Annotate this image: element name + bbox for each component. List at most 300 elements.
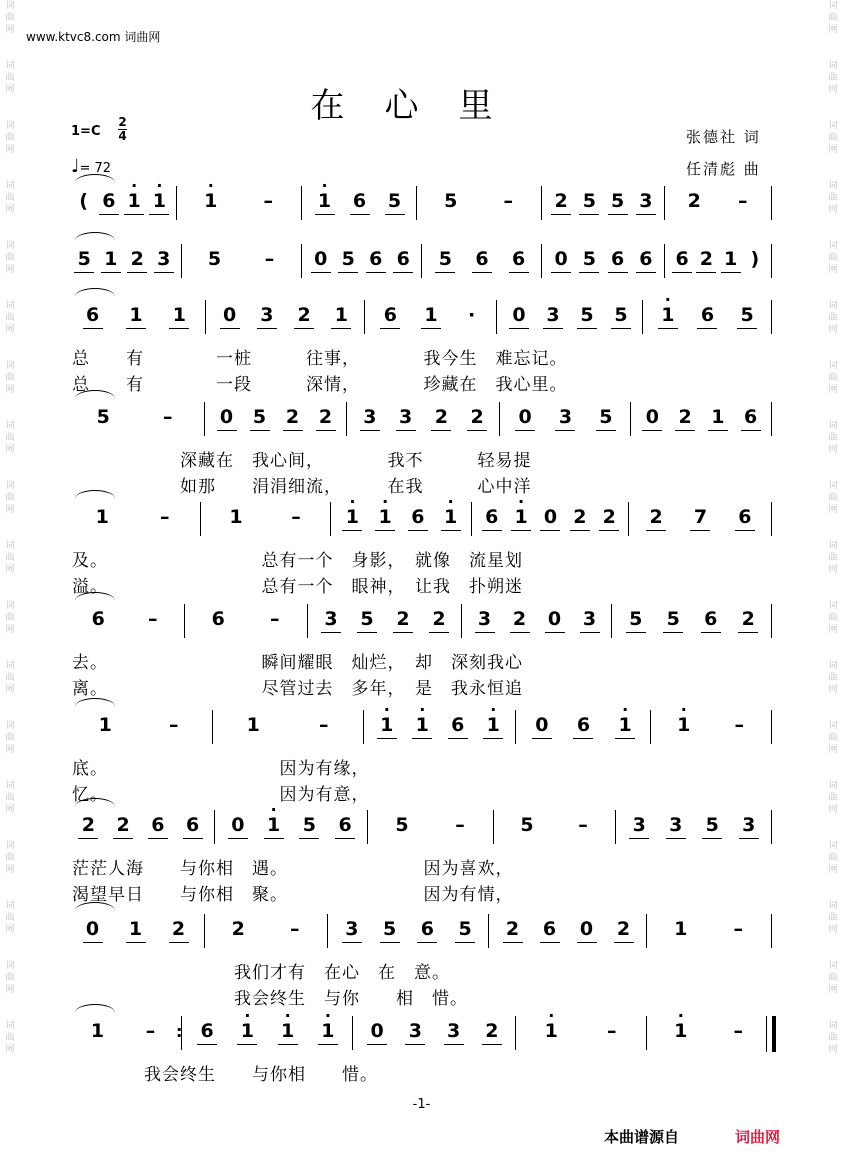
measure (521, 1020, 642, 1042)
dash-note: – (734, 714, 744, 736)
barline (664, 244, 665, 278)
watermark-char: 词 (5, 721, 15, 731)
score-row (0, 914, 843, 1024)
dash-note: – (607, 1020, 617, 1042)
measure (521, 714, 646, 736)
measure (71, 714, 208, 736)
watermark-char: 曲 (828, 1033, 838, 1043)
note: 1 (168, 304, 190, 326)
note: 2 (282, 406, 304, 428)
lyric-line: 如那 涓涓细流， 在我 心中洋 (72, 477, 532, 497)
watermark-char: 词 (828, 361, 838, 371)
watermark-char: 网 (828, 985, 838, 995)
note: 2 (509, 608, 531, 630)
note: 2 (550, 190, 572, 212)
watermark-char: 曲 (828, 73, 838, 83)
watermark-char: 网 (828, 865, 838, 875)
watermark-char: 词 (828, 841, 838, 851)
measure (499, 814, 611, 836)
watermark-char: 词 (828, 1, 838, 11)
score-row (0, 604, 843, 714)
note: 3 (554, 406, 576, 428)
measure (369, 714, 511, 736)
note: 0 (544, 608, 566, 630)
note: 1 (420, 304, 442, 326)
note: 2 (695, 248, 717, 270)
watermark-char: 网 (5, 925, 15, 935)
watermark-char: 曲 (5, 193, 15, 203)
note: 5 (625, 608, 647, 630)
note: 5 (298, 814, 320, 836)
watermark-char: 网 (828, 385, 838, 395)
barline (771, 300, 772, 334)
watermark-char: 网 (828, 25, 838, 35)
barline (200, 502, 201, 536)
watermark-char: 曲 (5, 913, 15, 923)
note: 6 (407, 506, 429, 528)
barline (771, 604, 772, 638)
barline (650, 710, 651, 744)
barline (615, 810, 616, 844)
measure (71, 190, 172, 212)
barline (515, 710, 516, 744)
final-barline (766, 1016, 776, 1052)
note: 5 (73, 248, 95, 270)
note: 5 (520, 814, 534, 836)
site-header[interactable]: www.ktvc8.com 词曲网 (26, 30, 161, 44)
note: 2 (569, 506, 591, 528)
watermark-char: 词 (828, 601, 838, 611)
measure (71, 506, 196, 528)
watermark-char: 曲 (5, 133, 15, 143)
note: 3 (443, 1020, 465, 1042)
note: · 1 (673, 714, 695, 736)
barline (176, 186, 177, 220)
slur-mark (75, 390, 115, 407)
note: 5 (207, 248, 222, 270)
watermark-char: 词 (5, 421, 15, 431)
note: · 1 (510, 506, 532, 528)
watermark-char: 词 (828, 541, 838, 551)
score-row (0, 710, 843, 820)
note: 6 (416, 918, 438, 940)
lyric-line: 深藏在 我心间， 我不 轻易提 (72, 451, 532, 471)
note: 5 (249, 406, 271, 428)
watermark-char: 网 (5, 265, 15, 275)
barline (493, 810, 494, 844)
watermark-char: 曲 (828, 853, 838, 863)
dash-note: – (270, 608, 280, 630)
slur-mark (75, 174, 115, 191)
watermark-char: 词 (828, 241, 838, 251)
note: 5 (662, 608, 684, 630)
measure (187, 1020, 348, 1042)
barline (499, 402, 500, 436)
note: 1 (246, 714, 260, 736)
barline (204, 402, 205, 436)
note: 1 (98, 714, 112, 736)
watermark-char: 网 (828, 145, 838, 155)
dash-note: – (578, 814, 588, 836)
measure (477, 506, 624, 528)
watermark-char: 曲 (5, 313, 15, 323)
note: 3 (320, 608, 342, 630)
watermark-char: 词 (5, 541, 15, 551)
measure (547, 190, 660, 212)
barline (771, 244, 772, 278)
note: 1 (707, 406, 729, 428)
note: 0 (227, 814, 249, 836)
dash-note: – (148, 608, 158, 630)
note: 0 (514, 406, 536, 428)
footer-brand-link[interactable]: 词曲网 (735, 1128, 781, 1146)
watermark-char: 网 (5, 745, 15, 755)
note: 5 (454, 918, 476, 940)
watermark-char: 曲 (828, 133, 838, 143)
note: 3 (359, 406, 381, 428)
quarter-note-icon: ♩ (71, 156, 80, 177)
watermark-char: 网 (5, 805, 15, 815)
watermark-char: 词 (828, 1021, 838, 1031)
slur-mark (75, 1004, 115, 1021)
measure (307, 248, 417, 270)
lyric-line: 溢。 总有一个 眼神， 让我 扑朔迷 (72, 577, 523, 597)
watermark-char: 词 (828, 181, 838, 191)
note: · 1 (263, 814, 285, 836)
footer-source-text: 本曲谱源自 (604, 1128, 680, 1146)
note: 5 (576, 304, 598, 326)
barline (646, 914, 647, 948)
watermark-char: 词 (5, 601, 15, 611)
watermark-char: 曲 (828, 613, 838, 623)
note: · 1 (277, 1020, 299, 1042)
note: 5 (379, 918, 401, 940)
note: 0 (508, 304, 530, 326)
measure (502, 304, 638, 326)
dash-note: – (738, 190, 748, 212)
note: · 1 (314, 190, 336, 212)
lyric-line: 总 有 一段 深情， 珍藏在 我心里。 (72, 375, 568, 395)
watermark-char: 网 (828, 925, 838, 935)
measure (71, 918, 200, 940)
note: 3 (628, 814, 650, 836)
measure (206, 506, 326, 528)
dash-note: – (290, 918, 300, 940)
note: · 1 (123, 190, 145, 212)
repeat-sign: : (176, 1022, 183, 1041)
note: 0 (219, 304, 241, 326)
watermark-char: 词 (828, 961, 838, 971)
measure (211, 304, 360, 326)
watermark-char: 词 (5, 841, 15, 851)
barline (642, 300, 643, 334)
note: ) (750, 248, 760, 270)
barline (416, 186, 417, 220)
watermark-char: 网 (5, 85, 15, 95)
note: 1 (100, 248, 122, 270)
measure (617, 608, 767, 630)
watermark-char: 词 (828, 721, 838, 731)
lyric-line: 离。 尽管过去 多年， 是 我永恒追 (72, 679, 523, 699)
slur-mark (75, 232, 115, 249)
measure (422, 190, 537, 212)
note: 1 (125, 304, 147, 326)
watermark-char: 词 (5, 241, 15, 251)
note: 2 (481, 1020, 503, 1042)
note: 2 (428, 608, 450, 630)
note: 3 (738, 814, 760, 836)
barline (327, 914, 328, 948)
barline (496, 300, 497, 334)
barline (212, 710, 213, 744)
note: · 1 (440, 506, 462, 528)
note: 2 (126, 248, 148, 270)
note: 6 (696, 304, 718, 326)
barline (204, 914, 205, 948)
note: 5 (337, 248, 359, 270)
barline (488, 914, 489, 948)
watermark-char: 网 (5, 865, 15, 875)
watermark-char: 曲 (828, 313, 838, 323)
watermark-char: 网 (5, 325, 15, 335)
watermark-char: 网 (5, 685, 15, 695)
watermark-char: 曲 (828, 253, 838, 263)
watermark-char: 曲 (5, 493, 15, 503)
note: 3 (256, 304, 278, 326)
barline (771, 186, 772, 220)
note: 3 (341, 918, 363, 940)
measure (71, 608, 180, 630)
note: 6 (82, 304, 104, 326)
watermark-char: 曲 (5, 373, 15, 383)
barline (664, 186, 665, 220)
note: 5 (384, 190, 406, 212)
note: · 1 (317, 1020, 339, 1042)
watermark-char: 词 (5, 1, 15, 11)
watermark-char: 网 (828, 505, 838, 515)
measure (313, 608, 457, 630)
note: · 1 (614, 714, 636, 736)
tempo-value: = 72 (79, 161, 112, 176)
slur-mark (75, 288, 115, 305)
watermark-char: 词 (5, 61, 15, 71)
watermark-char: 网 (828, 445, 838, 455)
note: 6 (740, 406, 762, 428)
note: 6 (365, 248, 387, 270)
barline (461, 604, 462, 638)
note: 2 (430, 406, 452, 428)
note: 3 (474, 608, 496, 630)
slur-mark (75, 698, 115, 715)
dash-note: – (455, 814, 465, 836)
lyric-line: 总 有 一桩 往事， 我今生 难忘记。 (72, 349, 568, 369)
note: 6 (539, 918, 561, 940)
slur-mark (75, 490, 115, 507)
measure (670, 190, 767, 212)
watermark-char: 网 (5, 985, 15, 995)
note: 6 (447, 714, 469, 736)
lyric-line: 茫茫人海 与你相 遇。 因为喜欢， (72, 859, 514, 879)
measure (182, 190, 297, 212)
note: 3 (542, 304, 564, 326)
measure (71, 304, 201, 326)
measure (652, 918, 767, 940)
watermark-char: 曲 (5, 553, 15, 563)
watermark-char: 词 (828, 481, 838, 491)
measure (210, 406, 342, 428)
note: 1 (90, 1020, 105, 1042)
note: 2 (674, 406, 696, 428)
watermark-char: 曲 (5, 673, 15, 683)
slur-mark (75, 798, 115, 815)
note: 2 (502, 918, 524, 940)
note: 1 (674, 918, 688, 940)
barline (771, 710, 772, 744)
watermark-char: 词 (828, 901, 838, 911)
barline (771, 402, 772, 436)
note: · 1 (374, 506, 396, 528)
watermark-char: 曲 (828, 493, 838, 503)
measure (218, 714, 359, 736)
note: 5 (607, 190, 629, 212)
watermark-char: 网 (828, 205, 838, 215)
watermark-char: 词 (5, 361, 15, 371)
watermark-char: 网 (828, 805, 838, 815)
note: 6 (91, 608, 105, 630)
barline (301, 186, 302, 220)
watermark-char: 网 (5, 445, 15, 455)
barline (205, 300, 206, 334)
note: 3 (635, 190, 657, 212)
note: ( (79, 190, 88, 212)
note: 1 (95, 506, 109, 528)
watermark-char: 词 (828, 421, 838, 431)
barline (471, 502, 472, 536)
time-signature-top: 2 (118, 115, 127, 129)
watermark-char: 曲 (828, 733, 838, 743)
note: 3 (579, 608, 601, 630)
measure (634, 506, 767, 528)
measure (373, 814, 489, 836)
note: 5 (395, 814, 409, 836)
barline (771, 502, 772, 536)
note: 6 (700, 608, 722, 630)
watermark-char: 词 (5, 181, 15, 191)
watermark-char: 词 (5, 901, 15, 911)
watermark-char: 网 (5, 505, 15, 515)
barline (541, 244, 542, 278)
watermark-char: 曲 (828, 553, 838, 563)
note: · (468, 304, 476, 326)
lyric-line: 我会终生 与你相 惜。 (72, 1065, 378, 1085)
note: 0 (550, 248, 572, 270)
note: 5 (578, 190, 600, 212)
slur-mark (75, 592, 115, 609)
score-row (0, 502, 843, 612)
barline (214, 810, 215, 844)
watermark-char: 曲 (828, 973, 838, 983)
slur-mark (75, 902, 115, 919)
note: 2 (466, 406, 488, 428)
measure (467, 608, 607, 630)
score-row (0, 402, 843, 512)
barline (771, 914, 772, 948)
watermark-char: 网 (5, 1045, 15, 1055)
note: 5 (444, 190, 458, 212)
dash-note: – (169, 714, 179, 736)
barline (363, 710, 364, 744)
measure (71, 1020, 177, 1042)
watermark-char: 词 (5, 1021, 15, 1031)
song-title: 在心里 (310, 86, 533, 126)
measure (505, 406, 626, 428)
dash-note: – (160, 506, 170, 528)
watermark-char: 词 (5, 481, 15, 491)
lyric-line: 渴望早日 与你相 聚。 因为有情， (72, 885, 514, 905)
watermark-char: 网 (5, 145, 15, 155)
note: · 1 (200, 190, 222, 212)
dash-note: – (291, 506, 301, 528)
note: · 1 (341, 506, 363, 528)
composer-credit: 任清彪 曲 (686, 160, 761, 178)
measure (648, 304, 767, 326)
footer (604, 1126, 780, 1147)
note: 6 (147, 814, 169, 836)
note: · 1 (148, 190, 170, 212)
note: 5 (356, 608, 378, 630)
note: 1 (229, 506, 243, 528)
note: 7 (689, 506, 711, 528)
dash-note: – (733, 918, 743, 940)
note: 1 (720, 248, 742, 270)
watermark-char: 网 (5, 565, 15, 575)
watermark-char: 曲 (828, 433, 838, 443)
barline (301, 244, 302, 278)
note: 3 (395, 406, 417, 428)
barline (181, 244, 182, 278)
watermark-char: 词 (5, 961, 15, 971)
watermark-char: 网 (828, 265, 838, 275)
measure (652, 1020, 767, 1042)
note: 6 (734, 506, 756, 528)
dash-note: – (733, 1020, 743, 1042)
barline (364, 300, 365, 334)
watermark-char: 网 (5, 625, 15, 635)
barline (541, 186, 542, 220)
note: 5 (434, 248, 456, 270)
note: 6 (196, 1020, 218, 1042)
watermark-char: 网 (828, 1045, 838, 1055)
watermark-char: 网 (828, 565, 838, 575)
note: 3 (153, 248, 175, 270)
note: 5 (610, 304, 632, 326)
note: 6 (392, 248, 414, 270)
note: 2 (598, 506, 620, 528)
note: 0 (216, 406, 238, 428)
barline (346, 402, 347, 436)
measure (427, 248, 537, 270)
key-signature: 1=C (71, 124, 101, 139)
note: 6 (481, 506, 503, 528)
measure (71, 406, 200, 428)
note: 2 (231, 918, 245, 940)
barline (515, 1016, 516, 1050)
note: 6 (98, 190, 120, 212)
note: 1 (125, 918, 147, 940)
note: 6 (379, 304, 401, 326)
watermark-char: 词 (828, 781, 838, 791)
measure (358, 1020, 511, 1042)
